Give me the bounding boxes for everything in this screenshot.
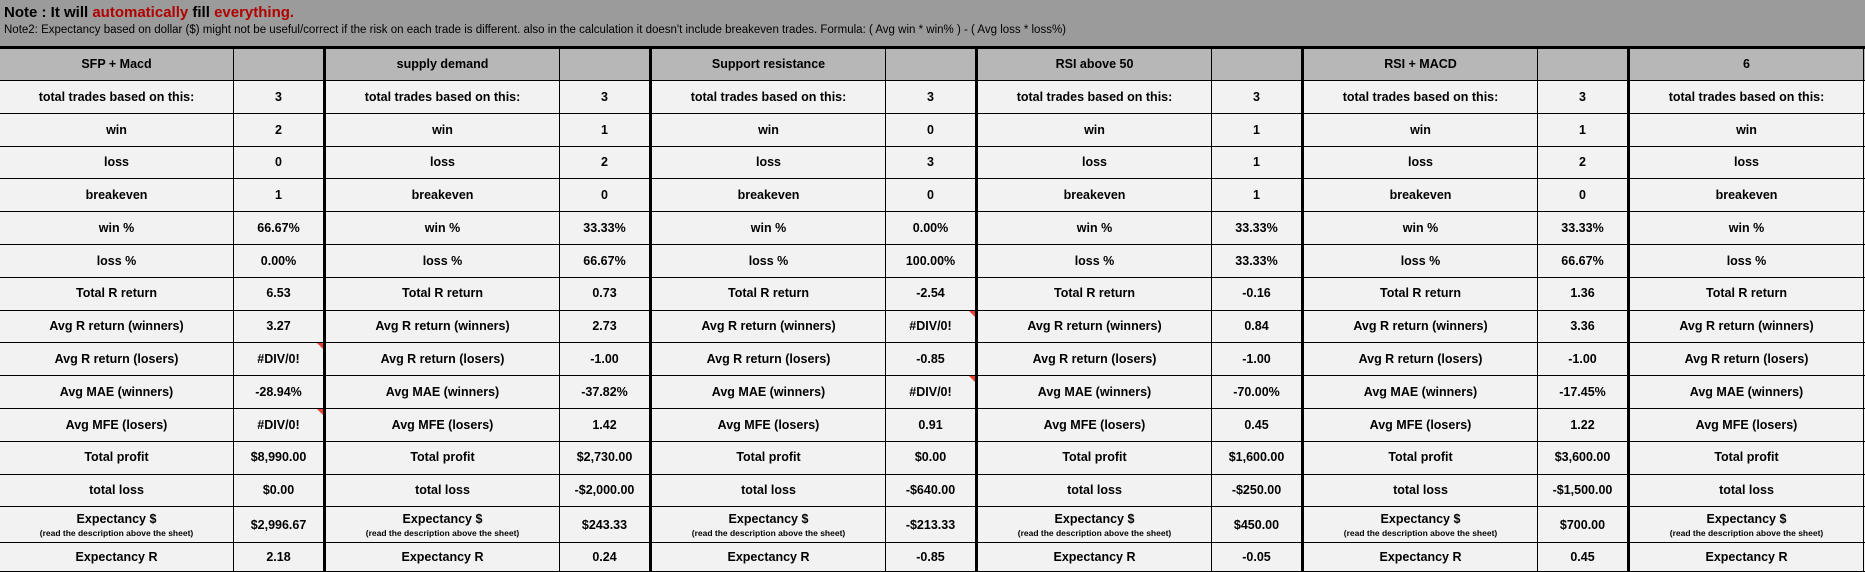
row-label-win-g4[interactable]: win (1304, 114, 1538, 147)
row-label-breakeven-g3[interactable]: breakeven (978, 179, 1212, 212)
expectancy-sublabel: (read the description above the sheet) (365, 527, 520, 538)
row-label-win-g5[interactable]: win % (1630, 212, 1864, 245)
row-label-total-profit-g5[interactable]: Total profit (1630, 442, 1864, 475)
value-cell-total-profit-g2[interactable]: $0.00 (886, 442, 978, 475)
strategy-header-support-resistance[interactable]: Support resistance (652, 49, 886, 81)
row-label-win-g2[interactable]: win (652, 114, 886, 147)
row-label-loss-g5[interactable]: loss (1630, 147, 1864, 180)
value-cell-expectancy-r-g1[interactable]: 0.24 (560, 543, 652, 572)
value-cell-total-loss-g2[interactable]: -$640.00 (886, 475, 978, 508)
row-label-total-r-return-g3[interactable]: Total R return (978, 278, 1212, 311)
value-cell-win-g4[interactable]: 1 (1538, 114, 1630, 147)
row-label-expectancy-r-g3[interactable]: Expectancy R (978, 543, 1212, 572)
row-label-avg-r-return-losers-g5[interactable]: Avg R return (losers) (1630, 343, 1864, 376)
row-label-avg-r-return-losers-g2[interactable]: Avg R return (losers) (652, 343, 886, 376)
row-label-win-g2[interactable]: win % (652, 212, 886, 245)
value-cell-expectancy-g0[interactable]: $2,996.67 (234, 507, 326, 543)
row-label-breakeven-g4[interactable]: breakeven (1304, 179, 1538, 212)
row-label-loss-g3[interactable]: loss (978, 147, 1212, 180)
row-label-win-g0[interactable]: win % (0, 212, 234, 245)
strategy-header-sfp-macd[interactable]: SFP + Macd (0, 49, 234, 81)
value-cell-breakeven-g3[interactable]: 1 (1212, 179, 1304, 212)
value-cell-breakeven-g4[interactable]: 0 (1538, 179, 1630, 212)
expectancy-sublabel: (read the description above the sheet) (1343, 527, 1498, 538)
row-label-expectancy-r-g0[interactable]: Expectancy R (0, 543, 234, 572)
value-cell-total-profit-g0[interactable]: $8,990.00 (234, 442, 326, 475)
row-label-expectancy-g2[interactable]: Expectancy $ (read the description above the sheet) (652, 507, 886, 543)
row-label-breakeven-g0[interactable]: breakeven (0, 179, 234, 212)
expectancy-sublabel: (read the description above the sheet) (691, 527, 846, 538)
row-label-expectancy-g1[interactable]: Expectancy $ (read the description above the sheet) (326, 507, 560, 543)
value-cell-loss-g4[interactable]: 2 (1538, 147, 1630, 180)
value-cell-total-r-return-g0[interactable]: 6.53 (234, 278, 326, 311)
value-cell-loss-g1[interactable]: 2 (560, 147, 652, 180)
row-label-total-loss-g5[interactable]: total loss (1630, 475, 1864, 508)
row-label-avg-r-return-winners-g3[interactable]: Avg R return (winners) (978, 311, 1212, 344)
row-label-expectancy-g4[interactable]: Expectancy $ (read the description above the sheet) (1304, 507, 1538, 543)
row-label-avg-r-return-losers-g4[interactable]: Avg R return (losers) (1304, 343, 1538, 376)
value-cell-total-r-return-g1[interactable]: 0.73 (560, 278, 652, 311)
value-cell-total-profit-g1[interactable]: $2,730.00 (560, 442, 652, 475)
row-label-win-g4[interactable]: win % (1304, 212, 1538, 245)
row-label-avg-mfe-losers-g2[interactable]: Avg MFE (losers) (652, 409, 886, 442)
value-cell-win-g0[interactable]: 66.67% (234, 212, 326, 245)
value-cell-win-g1[interactable]: 1 (560, 114, 652, 147)
row-label-avg-mae-winners-g4[interactable]: Avg MAE (winners) (1304, 376, 1538, 409)
value-cell-avg-r-return-winners-g4[interactable]: 3.36 (1538, 311, 1630, 344)
value-cell-total-trades-based-on-this-g0[interactable]: 3 (234, 81, 326, 114)
row-label-avg-r-return-losers-g0[interactable]: Avg R return (losers) (0, 343, 234, 376)
value-cell-loss-g2[interactable]: 3 (886, 147, 978, 180)
value-cell-avg-r-return-winners-g3[interactable]: 0.84 (1212, 311, 1304, 344)
row-label-total-loss-g1[interactable]: total loss (326, 475, 560, 508)
value-cell-total-trades-based-on-this-g1[interactable]: 3 (560, 81, 652, 114)
row-label-avg-mae-winners-g5[interactable]: Avg MAE (winners) (1630, 376, 1864, 409)
row-label-loss-g5[interactable]: loss % (1630, 245, 1864, 278)
value-cell-expectancy-r-g4[interactable]: 0.45 (1538, 543, 1630, 572)
row-label-total-profit-g4[interactable]: Total profit (1304, 442, 1538, 475)
value-cell-total-loss-g4[interactable]: -$1,500.00 (1538, 475, 1630, 508)
row-label-expectancy-r-g4[interactable]: Expectancy R (1304, 543, 1538, 572)
strategy-header-value-spacer[interactable] (234, 49, 326, 81)
value-cell-avg-r-return-winners-g1[interactable]: 2.73 (560, 311, 652, 344)
row-label-avg-r-return-losers-g1[interactable]: Avg R return (losers) (326, 343, 560, 376)
expectancy-sublabel: (read the description above the sheet) (1017, 527, 1172, 538)
value-cell-win-g1[interactable]: 33.33% (560, 212, 652, 245)
row-label-total-profit-g0[interactable]: Total profit (0, 442, 234, 475)
row-label-expectancy-r-g5[interactable]: Expectancy R (1630, 543, 1864, 572)
row-label-total-r-return-g1[interactable]: Total R return (326, 278, 560, 311)
value-cell-expectancy-r-g3[interactable]: -0.05 (1212, 543, 1304, 572)
row-label-expectancy-g0[interactable]: Expectancy $ (read the description above the sheet) (0, 507, 234, 543)
value-cell-avg-mfe-losers-g4[interactable]: 1.22 (1538, 409, 1630, 442)
value-cell-avg-mae-winners-g2[interactable]: #DIV/0! (886, 376, 978, 409)
row-label-total-r-return-g2[interactable]: Total R return (652, 278, 886, 311)
value-cell-total-trades-based-on-this-g4[interactable]: 3 (1538, 81, 1630, 114)
value-cell-win-g4[interactable]: 33.33% (1538, 212, 1630, 245)
row-label-loss-g1[interactable]: loss (326, 147, 560, 180)
value-cell-avg-mfe-losers-g2[interactable]: 0.91 (886, 409, 978, 442)
strategy-header-6[interactable]: 6 (1630, 49, 1864, 81)
row-label-win-g5[interactable]: win (1630, 114, 1864, 147)
value-cell-avg-mfe-losers-g3[interactable]: 0.45 (1212, 409, 1304, 442)
row-label-total-loss-g3[interactable]: total loss (978, 475, 1212, 508)
row-label-avg-r-return-winners-g0[interactable]: Avg R return (winners) (0, 311, 234, 344)
error-corner-marker-icon (969, 376, 975, 382)
row-label-breakeven-g2[interactable]: breakeven (652, 179, 886, 212)
row-label-avg-mfe-losers-g3[interactable]: Avg MFE (losers) (978, 409, 1212, 442)
value-cell-win-g3[interactable]: 1 (1212, 114, 1304, 147)
value-cell-total-trades-based-on-this-g2[interactable]: 3 (886, 81, 978, 114)
value-cell-avg-mfe-losers-g1[interactable]: 1.42 (560, 409, 652, 442)
row-label-total-trades-based-on-this-g4[interactable]: total trades based on this: (1304, 81, 1538, 114)
value-cell-expectancy-g1[interactable]: $243.33 (560, 507, 652, 543)
value-cell-loss-g2[interactable]: 100.00% (886, 245, 978, 278)
row-label-expectancy-g3[interactable]: Expectancy $ (read the description above the sheet) (978, 507, 1212, 543)
row-label-avg-mfe-losers-g4[interactable]: Avg MFE (losers) (1304, 409, 1538, 442)
row-label-total-loss-g4[interactable]: total loss (1304, 475, 1538, 508)
value-cell-loss-g3[interactable]: 1 (1212, 147, 1304, 180)
row-label-total-profit-g1[interactable]: Total profit (326, 442, 560, 475)
row-label-win-g3[interactable]: win % (978, 212, 1212, 245)
row-label-total-trades-based-on-this-g0[interactable]: total trades based on this: (0, 81, 234, 114)
row-label-win-g0[interactable]: win (0, 114, 234, 147)
value-cell-avg-r-return-losers-g2[interactable]: -0.85 (886, 343, 978, 376)
strategy-header-value-spacer[interactable] (560, 49, 652, 81)
value-cell-loss-g4[interactable]: 66.67% (1538, 245, 1630, 278)
row-label-win-g3[interactable]: win (978, 114, 1212, 147)
strategy-header-rsi-above-50[interactable]: RSI above 50 (978, 49, 1212, 81)
value-cell-avg-mae-winners-g1[interactable]: -37.82% (560, 376, 652, 409)
row-label-loss-g0[interactable]: loss (0, 147, 234, 180)
value-cell-loss-g0[interactable]: 0.00% (234, 245, 326, 278)
value-cell-loss-g1[interactable]: 66.67% (560, 245, 652, 278)
row-label-total-r-return-g4[interactable]: Total R return (1304, 278, 1538, 311)
value-cell-expectancy-g2[interactable]: -$213.33 (886, 507, 978, 543)
row-label-loss-g2[interactable]: loss (652, 147, 886, 180)
row-label-total-trades-based-on-this-g3[interactable]: total trades based on this: (978, 81, 1212, 114)
row-label-avg-r-return-losers-g3[interactable]: Avg R return (losers) (978, 343, 1212, 376)
row-label-total-trades-based-on-this-g1[interactable]: total trades based on this: (326, 81, 560, 114)
value-cell-total-profit-g3[interactable]: $1,600.00 (1212, 442, 1304, 475)
error-corner-marker-icon (969, 311, 975, 317)
value-cell-avg-r-return-losers-g0[interactable]: #DIV/0! (234, 343, 326, 376)
row-label-avg-r-return-winners-g5[interactable]: Avg R return (winners) (1630, 311, 1864, 344)
value-cell-expectancy-g3[interactable]: $450.00 (1212, 507, 1304, 543)
row-label-breakeven-g5[interactable]: breakeven (1630, 179, 1864, 212)
row-label-avg-r-return-winners-g1[interactable]: Avg R return (winners) (326, 311, 560, 344)
strategy-header-value-spacer[interactable] (1538, 49, 1630, 81)
value-cell-avg-r-return-losers-g1[interactable]: -1.00 (560, 343, 652, 376)
value-cell-win-g0[interactable]: 2 (234, 114, 326, 147)
row-label-avg-mae-winners-g2[interactable]: Avg MAE (winners) (652, 376, 886, 409)
value-cell-win-g2[interactable]: 0 (886, 114, 978, 147)
expectancy-sublabel: (read the description above the sheet) (1669, 527, 1824, 538)
error-corner-marker-icon (317, 343, 323, 349)
row-label-total-loss-g2[interactable]: total loss (652, 475, 886, 508)
row-label-expectancy-g5[interactable]: Expectancy $ (read the description above the sheet) (1630, 507, 1864, 543)
value-cell-win-g2[interactable]: 0.00% (886, 212, 978, 245)
value-cell-loss-g0[interactable]: 0 (234, 147, 326, 180)
value-cell-avg-mae-winners-g0[interactable]: -28.94% (234, 376, 326, 409)
value-cell-breakeven-g0[interactable]: 1 (234, 179, 326, 212)
note-line-1: Note : It will automatically fill everything. (4, 4, 295, 21)
value-cell-expectancy-r-g2[interactable]: -0.85 (886, 543, 978, 572)
note-line-2: Note2: Expectancy based on dollar ($) might not be useful/correct if the risk on each trade is different. also in the calculation it doesn't include breakeven trades. Formula: ( Avg win * win% ) - ( Avg loss * loss%) (4, 24, 1067, 36)
row-label-avg-mae-winners-g0[interactable]: Avg MAE (winners) (0, 376, 234, 409)
row-label-avg-mfe-losers-g1[interactable]: Avg MFE (losers) (326, 409, 560, 442)
value-cell-avg-mae-winners-g4[interactable]: -17.45% (1538, 376, 1630, 409)
value-cell-total-trades-based-on-this-g3[interactable]: 3 (1212, 81, 1304, 114)
row-label-avg-mfe-losers-g0[interactable]: Avg MFE (losers) (0, 409, 234, 442)
value-cell-total-r-return-g4[interactable]: 1.36 (1538, 278, 1630, 311)
row-label-expectancy-r-g2[interactable]: Expectancy R (652, 543, 886, 572)
row-label-total-r-return-g0[interactable]: Total R return (0, 278, 234, 311)
row-label-loss-g4[interactable]: loss % (1304, 245, 1538, 278)
strategy-header-value-spacer[interactable] (1212, 49, 1304, 81)
row-label-avg-mae-winners-g3[interactable]: Avg MAE (winners) (978, 376, 1212, 409)
value-cell-avg-r-return-losers-g4[interactable]: -1.00 (1538, 343, 1630, 376)
row-label-loss-g3[interactable]: loss % (978, 245, 1212, 278)
error-corner-marker-icon (317, 409, 323, 415)
row-label-total-profit-g2[interactable]: Total profit (652, 442, 886, 475)
strategy-header-rsi-macd[interactable]: RSI + MACD (1304, 49, 1538, 81)
value-cell-breakeven-g1[interactable]: 0 (560, 179, 652, 212)
value-cell-avg-mae-winners-g3[interactable]: -70.00% (1212, 376, 1304, 409)
value-cell-total-r-return-g2[interactable]: -2.54 (886, 278, 978, 311)
row-label-loss-g4[interactable]: loss (1304, 147, 1538, 180)
row-label-avg-mae-winners-g1[interactable]: Avg MAE (winners) (326, 376, 560, 409)
value-cell-total-r-return-g3[interactable]: -0.16 (1212, 278, 1304, 311)
row-label-win-g1[interactable]: win % (326, 212, 560, 245)
value-cell-avg-r-return-losers-g3[interactable]: -1.00 (1212, 343, 1304, 376)
value-cell-total-profit-g4[interactable]: $3,600.00 (1538, 442, 1630, 475)
value-cell-total-loss-g0[interactable]: $0.00 (234, 475, 326, 508)
row-label-total-trades-based-on-this-g2[interactable]: total trades based on this: (652, 81, 886, 114)
row-label-avg-r-return-winners-g2[interactable]: Avg R return (winners) (652, 311, 886, 344)
row-label-loss-g0[interactable]: loss % (0, 245, 234, 278)
row-label-loss-g1[interactable]: loss % (326, 245, 560, 278)
row-label-total-r-return-g5[interactable]: Total R return (1630, 278, 1864, 311)
value-cell-avg-r-return-winners-g2[interactable]: #DIV/0! (886, 311, 978, 344)
row-label-avg-mfe-losers-g5[interactable]: Avg MFE (losers) (1630, 409, 1864, 442)
row-label-avg-r-return-winners-g4[interactable]: Avg R return (winners) (1304, 311, 1538, 344)
value-cell-expectancy-g4[interactable]: $700.00 (1538, 507, 1630, 543)
row-label-loss-g2[interactable]: loss % (652, 245, 886, 278)
row-label-breakeven-g1[interactable]: breakeven (326, 179, 560, 212)
value-cell-total-loss-g1[interactable]: -$2,000.00 (560, 475, 652, 508)
expectancy-sublabel: (read the description above the sheet) (39, 527, 194, 538)
value-cell-avg-mfe-losers-g0[interactable]: #DIV/0! (234, 409, 326, 442)
row-label-total-loss-g0[interactable]: total loss (0, 475, 234, 508)
value-cell-loss-g3[interactable]: 33.33% (1212, 245, 1304, 278)
strategy-header-value-spacer[interactable] (886, 49, 978, 81)
strategy-header-supply-demand[interactable]: supply demand (326, 49, 560, 81)
stats-table (0, 46, 1865, 569)
row-label-win-g1[interactable]: win (326, 114, 560, 147)
value-cell-win-g3[interactable]: 33.33% (1212, 212, 1304, 245)
row-label-total-trades-based-on-this-g5[interactable]: total trades based on this: (1630, 81, 1864, 114)
value-cell-avg-r-return-winners-g0[interactable]: 3.27 (234, 311, 326, 344)
row-label-expectancy-r-g1[interactable]: Expectancy R (326, 543, 560, 572)
value-cell-breakeven-g2[interactable]: 0 (886, 179, 978, 212)
row-label-total-profit-g3[interactable]: Total profit (978, 442, 1212, 475)
value-cell-expectancy-r-g0[interactable]: 2.18 (234, 543, 326, 572)
note-banner (0, 0, 1865, 46)
value-cell-total-loss-g3[interactable]: -$250.00 (1212, 475, 1304, 508)
